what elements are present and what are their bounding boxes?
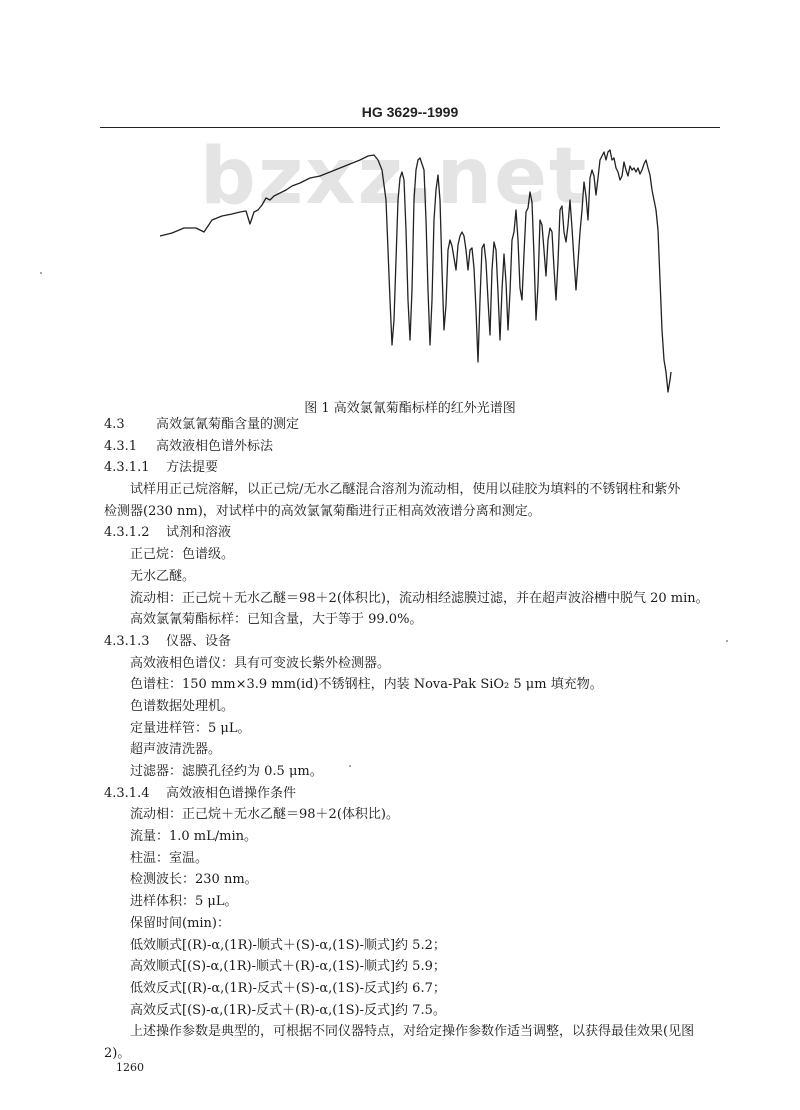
ir-spectrum-figure: [0, 0, 800, 400]
standard-header: HG 3629--1999: [361, 104, 459, 120]
instrument-item: 超声波清洗器。: [130, 742, 222, 758]
instrument-item: 过滤器：滤膜孔径约为 0.5 μm。: [130, 764, 323, 779]
figure-1-caption: 图 1 高效氯氰菊酯标样的红外光谱图: [304, 401, 516, 416]
instrument-item: 定量进样管：5 μL。: [130, 720, 251, 736]
instrument-item: 高效液相色谱仪：具有可变波长紫外检测器。: [130, 655, 391, 671]
scan-speck: [726, 640, 728, 642]
condition-item: 进样体积：5 μL。: [130, 894, 238, 910]
method-summary-line: 检测器(230 nm)，对试样中的高效氯氰菊酯进行正相高效液谱分离和测定。: [104, 503, 541, 519]
closing-note-line: 2)。: [104, 1045, 131, 1061]
section-heading-4-3-1-1: 4.3.1.1 方法提要: [104, 460, 219, 476]
condition-item: 流量：1.0 mL/min。: [130, 829, 258, 845]
scan-speck: [349, 765, 351, 767]
condition-item: 保留时间(min)：: [130, 915, 231, 931]
condition-item: 检测波长：230 nm。: [130, 872, 258, 888]
retention-time-item: 高效顺式[(S)-α,(1R)-顺式＋(R)-α,(1S)-顺式]约 5.9；: [130, 959, 446, 975]
reagent-item: 高效氯氰菊酯标样：已知含量，大于等于 99.0%。: [130, 612, 423, 628]
watermark: bzxz.net: [200, 132, 589, 222]
retention-time-item: 低效反式[(R)-α,(1R)-反式＋(S)-α,(1S)-反式]约 6.7；: [130, 980, 446, 996]
reagent-item: 流动相：正己烷＋无水乙醚＝98＋2(体积比)，流动相经滤膜过滤，并在超声波浴槽中脱气 20 min。: [130, 590, 709, 606]
condition-item: 柱温：室温。: [130, 850, 209, 866]
retention-time-item: 高效反式[(S)-α,(1R)-反式＋(R)-α,(1S)-反式]约 7.5。: [130, 1002, 446, 1018]
page-number: 1260: [116, 1061, 144, 1074]
instrument-item: 色谱柱：150 mm×3.9 mm(id)不锈钢柱，内装 Nova-Pak SiO₂ 5 μm 填充物。: [130, 677, 603, 693]
reagent-item: 正己烷：色谱级。: [130, 547, 235, 563]
retention-time-item: 低效顺式[(R)-α,(1R)-顺式＋(S)-α,(1S)-顺式]约 5.2；: [130, 937, 446, 953]
section-heading-4-3-1: 4.3.1 高效液相色谱外标法: [104, 438, 274, 454]
ir-spectrum-trace: [160, 150, 671, 392]
section-heading-4-3-1-3: 4.3.1.3 仪器、设备: [104, 633, 232, 649]
section-heading-4-3: 4.3 高效氯氰菊酯含量的测定: [104, 417, 300, 432]
closing-note-line: 上述操作参数是典型的，可根据不同仪器特点，对给定操作参数作适当调整，以获得最佳效果(见图: [130, 1024, 695, 1040]
section-heading-4-3-1-2: 4.3.1.2 试剂和溶液: [104, 525, 232, 541]
document-body: [104, 414, 744, 1065]
method-summary-line: 试样用正己烷溶解，以正己烷/无水乙醚混合溶剂为流动相，使用以硅胶为填料的不锈钢柱和紫外: [130, 482, 681, 498]
section-heading-4-3-1-4: 4.3.1.4 高效液相色谱操作条件: [104, 785, 297, 801]
condition-item: 流动相：正己烷＋无水乙醚＝98＋2(体积比)。: [130, 807, 399, 823]
instrument-item: 色谱数据处理机。: [130, 698, 235, 714]
reagent-item: 无水乙醚。: [130, 568, 196, 584]
